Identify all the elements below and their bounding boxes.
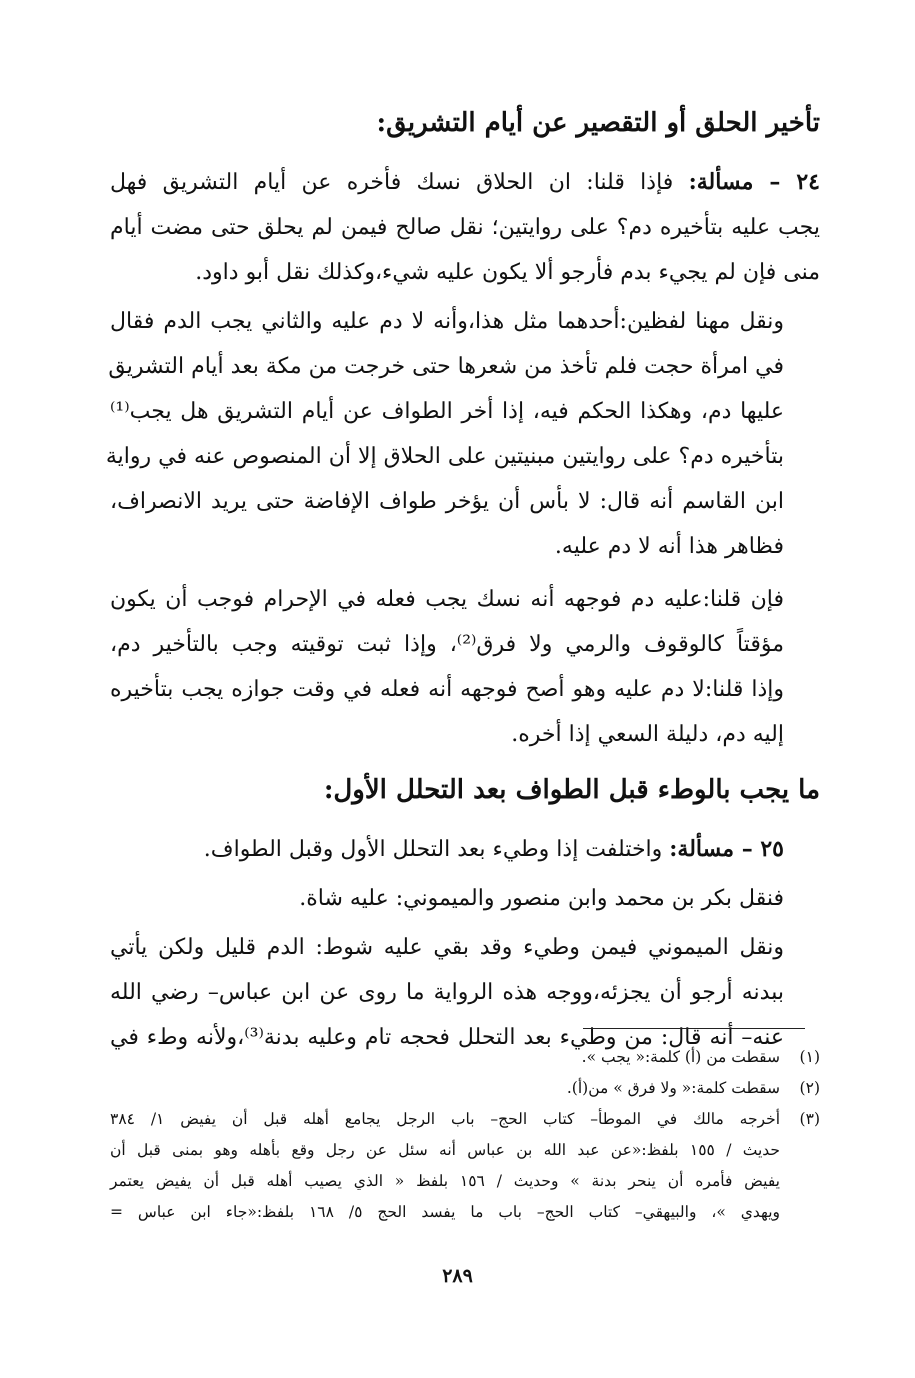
text-line: مؤقتاً كالوقوف والرمي ولا فرق⁽²⁾، وإذا ثبت توقيته وجب بالتأخير دم،	[110, 632, 784, 657]
text-line: ٢٤ – مسألة: فإذا قلنا: ان الحلاق نسك فأخره عن أيام التشريق فهل	[110, 169, 820, 195]
text-line: ونقل الميموني فيمن وطيء وقد بقي عليه شوط: الدم قليل ولكن يأتي	[110, 935, 784, 960]
footnote-text: سقطت من (أ) كلمة:« يجب ».	[581, 1048, 780, 1066]
text-line: فظاهر هذا أنه لا دم عليه.	[554, 534, 784, 559]
text-line: إليه دم، دليلة السعي إذا أخره.	[511, 722, 784, 747]
footnote-text: أخرجه مالك في الموطأ– كتاب الحج– باب الرجل يجامع أهله قبل أن يفيض ١/ ٣٨٤ حديث / ١٥٥ بلفظ:«عن عبد الله بن عباس أنه سئل عن رجل وقع بأهله وهو بمنى قبل أن يفيض فأمره أن ينحر بدنة » وحديث / ١٥٦ بلفظ « الذي يصيب أهله قبل أن يفيض يعتمر ويهدي »، والبيهقي– كتاب الحج– باب ما يفسد الحج ٥/ ١٦٨ بلفظ:«جاء ابن عباس =	[110, 1110, 781, 1221]
footnote-number: (١)	[799, 1048, 820, 1066]
footnote-2	[110, 1073, 820, 1104]
footnotes	[110, 1042, 820, 1228]
page-number: ٢٨٩	[442, 1265, 473, 1287]
footnote-number: (٢)	[799, 1079, 820, 1097]
text-line: ابن القاسم أنه قال: لا بأس أن يؤخر طواف الإفاضة حتى يريد الانصراف،	[110, 489, 784, 514]
paragraph-issue-25	[110, 827, 820, 872]
footnote-3	[110, 1104, 820, 1228]
paragraph-maymouni-narration	[110, 925, 820, 1060]
text-line: فنقل بكر بن محمد وابن منصور والميموني: عليه شاة.	[299, 886, 784, 911]
paragraph-bakr-narration	[110, 876, 820, 921]
text-line: في امرأة حجت فلم تأخذ من شعرها حتى خرجت من مكة بعد أيام التشريق	[108, 354, 784, 379]
section-heading-delay-shaving: تأخير الحلق أو التقصير عن أيام التشريق:	[376, 108, 820, 138]
text-line: ونقل مهنا لفظين:أحدهما مثل هذا،وأنه لا دم عليه والثاني يجب الدم فقال	[110, 309, 784, 334]
paragraph-issue-24	[110, 160, 820, 295]
text-line: فإن قلنا:عليه دم فوجهه أنه نسك يجب فعله في الإحرام فوجب أن يكون	[110, 587, 784, 612]
text-line: ببدنه أرجو أن يجزئه،ووجه هذه الرواية ما روى عن ابن عباس– رضي الله	[110, 980, 784, 1005]
footnote-number: (٣)	[799, 1110, 820, 1128]
text-line: وإذا قلنا:لا دم عليه وهو أصح فوجهه أنه فعله في وقت جوازه يجب بتأخيره	[110, 677, 784, 702]
section-heading-intercourse: ما يجب بالوطء قبل الطواف بعد التحلل الأول:	[323, 775, 820, 805]
text-line: عليها دم، وهكذا الحكم فيه، إذا أخر الطواف عن أيام التشريق هل يجب⁽¹⁾	[110, 399, 784, 424]
paragraph-if-we-say	[110, 577, 820, 757]
page-body	[105, 100, 820, 1064]
footnote-1	[110, 1042, 820, 1073]
text-line: يجب عليه بتأخيره دم؟ على روايتين؛ نقل صالح فيمن لم يحلق حتى مضت أيام	[110, 215, 820, 240]
footnote-divider	[583, 1028, 805, 1029]
text-line: عنه– أنه قال: من وطيء بعد التحلل فحجه تام وعليه بدنة⁽³⁾،ولأنه وطء في	[110, 1025, 784, 1050]
footnote-text: سقطت كلمة:« ولا فرق » من(أ).	[566, 1079, 780, 1097]
text-line: ٢٥ – مسألة: واختلفت إذا وطيء بعد التحلل الأول وقبل الطواف.	[203, 836, 784, 862]
paragraph-mahna-narration	[105, 299, 820, 569]
text-line: منى فإن لم يجيء بدم فأرجو ألا يكون عليه شيء،وكذلك نقل أبو داود.	[195, 260, 820, 285]
issue-number: ٢٤ – مسألة:	[688, 169, 820, 195]
issue-number: ٢٥ – مسألة:	[669, 836, 784, 862]
text-line: بتأخيره دم؟ على روايتين مبنيتين على الحلاق إلا أن المنصوص عنه في رواية	[105, 444, 784, 469]
